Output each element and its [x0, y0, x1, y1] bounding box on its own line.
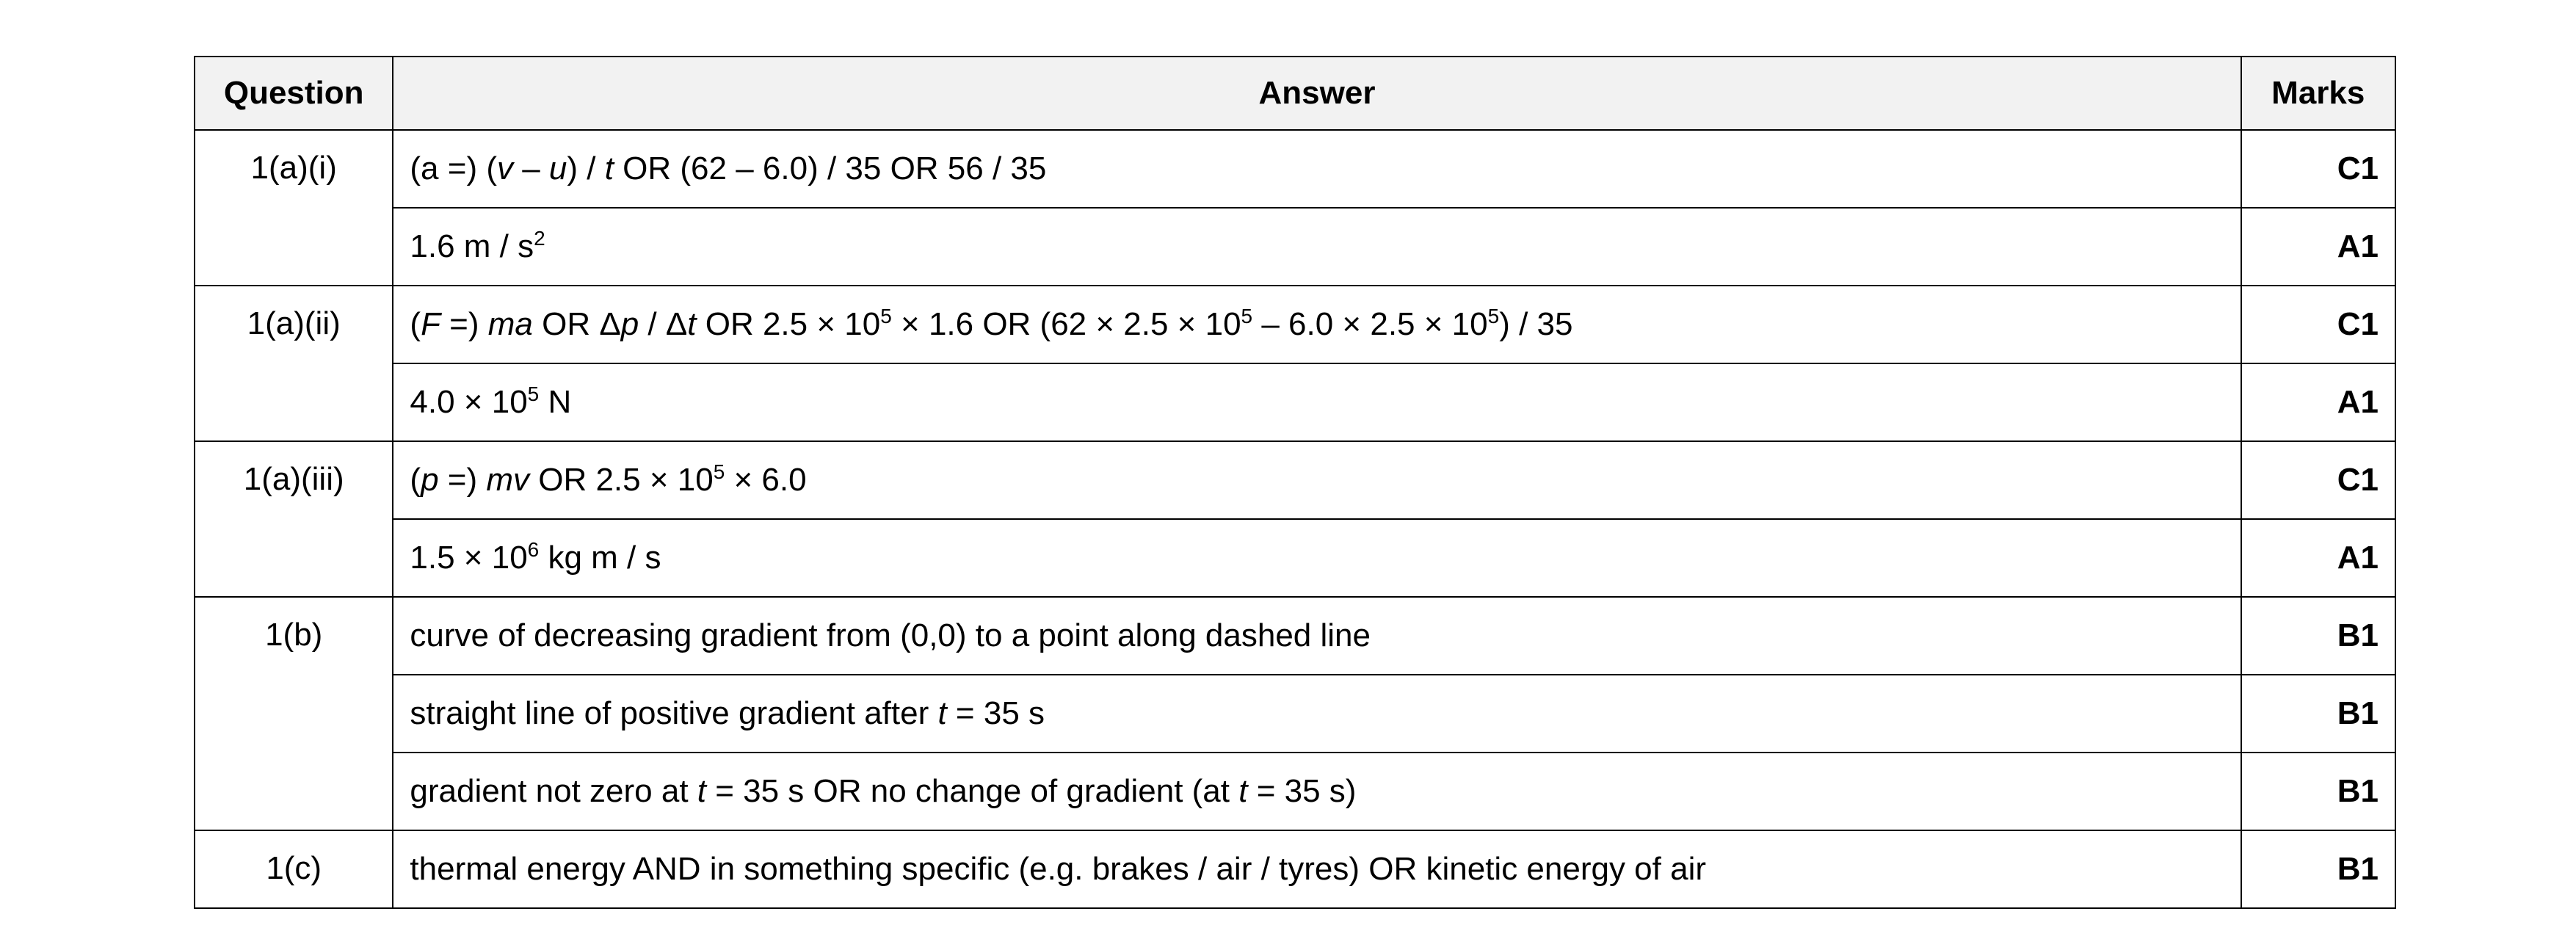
mark-cell: A1	[2241, 519, 2395, 597]
table-row	[195, 130, 2395, 208]
header-row	[195, 57, 2395, 130]
mark-cell: B1	[2241, 597, 2395, 675]
table-row	[195, 519, 2395, 597]
answer-cell: $4.0 \times 10^5$ N	[393, 363, 2241, 441]
table-row	[195, 675, 2395, 753]
mark-scheme-table	[194, 56, 2396, 909]
table-row	[195, 441, 2395, 519]
table-row	[195, 597, 2395, 675]
question-label: 1(a)(ii)	[195, 286, 393, 441]
answer-cell: (F =) ma OR Δp / Δt OR $2.5 \times 10^5 \times 1.6$ OR $(62 \times 2.5 \times 10^5 - 6.0 \times 2.5 \times 10^5) / 35$	[393, 286, 2241, 363]
answer-cell: thermal energy AND in something specific (e.g. brakes / air / tyres) OR kinetic energy of air	[393, 830, 2241, 908]
mark-cell: C1	[2241, 130, 2395, 208]
answer-cell: curve of decreasing gradient from (0,0) to a point along dashed line	[393, 597, 2241, 675]
question-label: 1(c)	[195, 830, 393, 908]
question-header: Question	[195, 57, 393, 130]
mark-cell: B1	[2241, 830, 2395, 908]
question-label: 1(a)(i)	[195, 130, 393, 286]
table-row	[195, 753, 2395, 830]
table-row	[195, 208, 2395, 286]
answer-cell: (p =) mv OR $2.5 \times 10^5 \times 6.0$	[393, 441, 2241, 519]
marks-header: Marks	[2241, 57, 2395, 130]
table-row	[195, 363, 2395, 441]
mark-cell: C1	[2241, 286, 2395, 363]
answer-cell: (a =) (v – u) / t OR (62 – 6.0) / 35 OR 56 / 35	[393, 130, 2241, 208]
table-row	[195, 830, 2395, 908]
answer-cell: gradient not zero at t = 35 s OR no change of gradient (at t = 35 s)	[393, 753, 2241, 830]
mark-cell: A1	[2241, 363, 2395, 441]
answer-cell: $1.5 \times 10^6$ kg m / s	[393, 519, 2241, 597]
mark-cell: B1	[2241, 753, 2395, 830]
mark-cell: A1	[2241, 208, 2395, 286]
mark-cell: C1	[2241, 441, 2395, 519]
question-label: 1(b)	[195, 597, 393, 830]
answer-cell: 1.6 m / $s^2$	[393, 208, 2241, 286]
answer-header: Answer	[393, 57, 2241, 130]
mark-cell: B1	[2241, 675, 2395, 753]
question-label: 1(a)(iii)	[195, 441, 393, 597]
answer-cell: straight line of positive gradient after t = 35 s	[393, 675, 2241, 753]
table-row	[195, 286, 2395, 363]
